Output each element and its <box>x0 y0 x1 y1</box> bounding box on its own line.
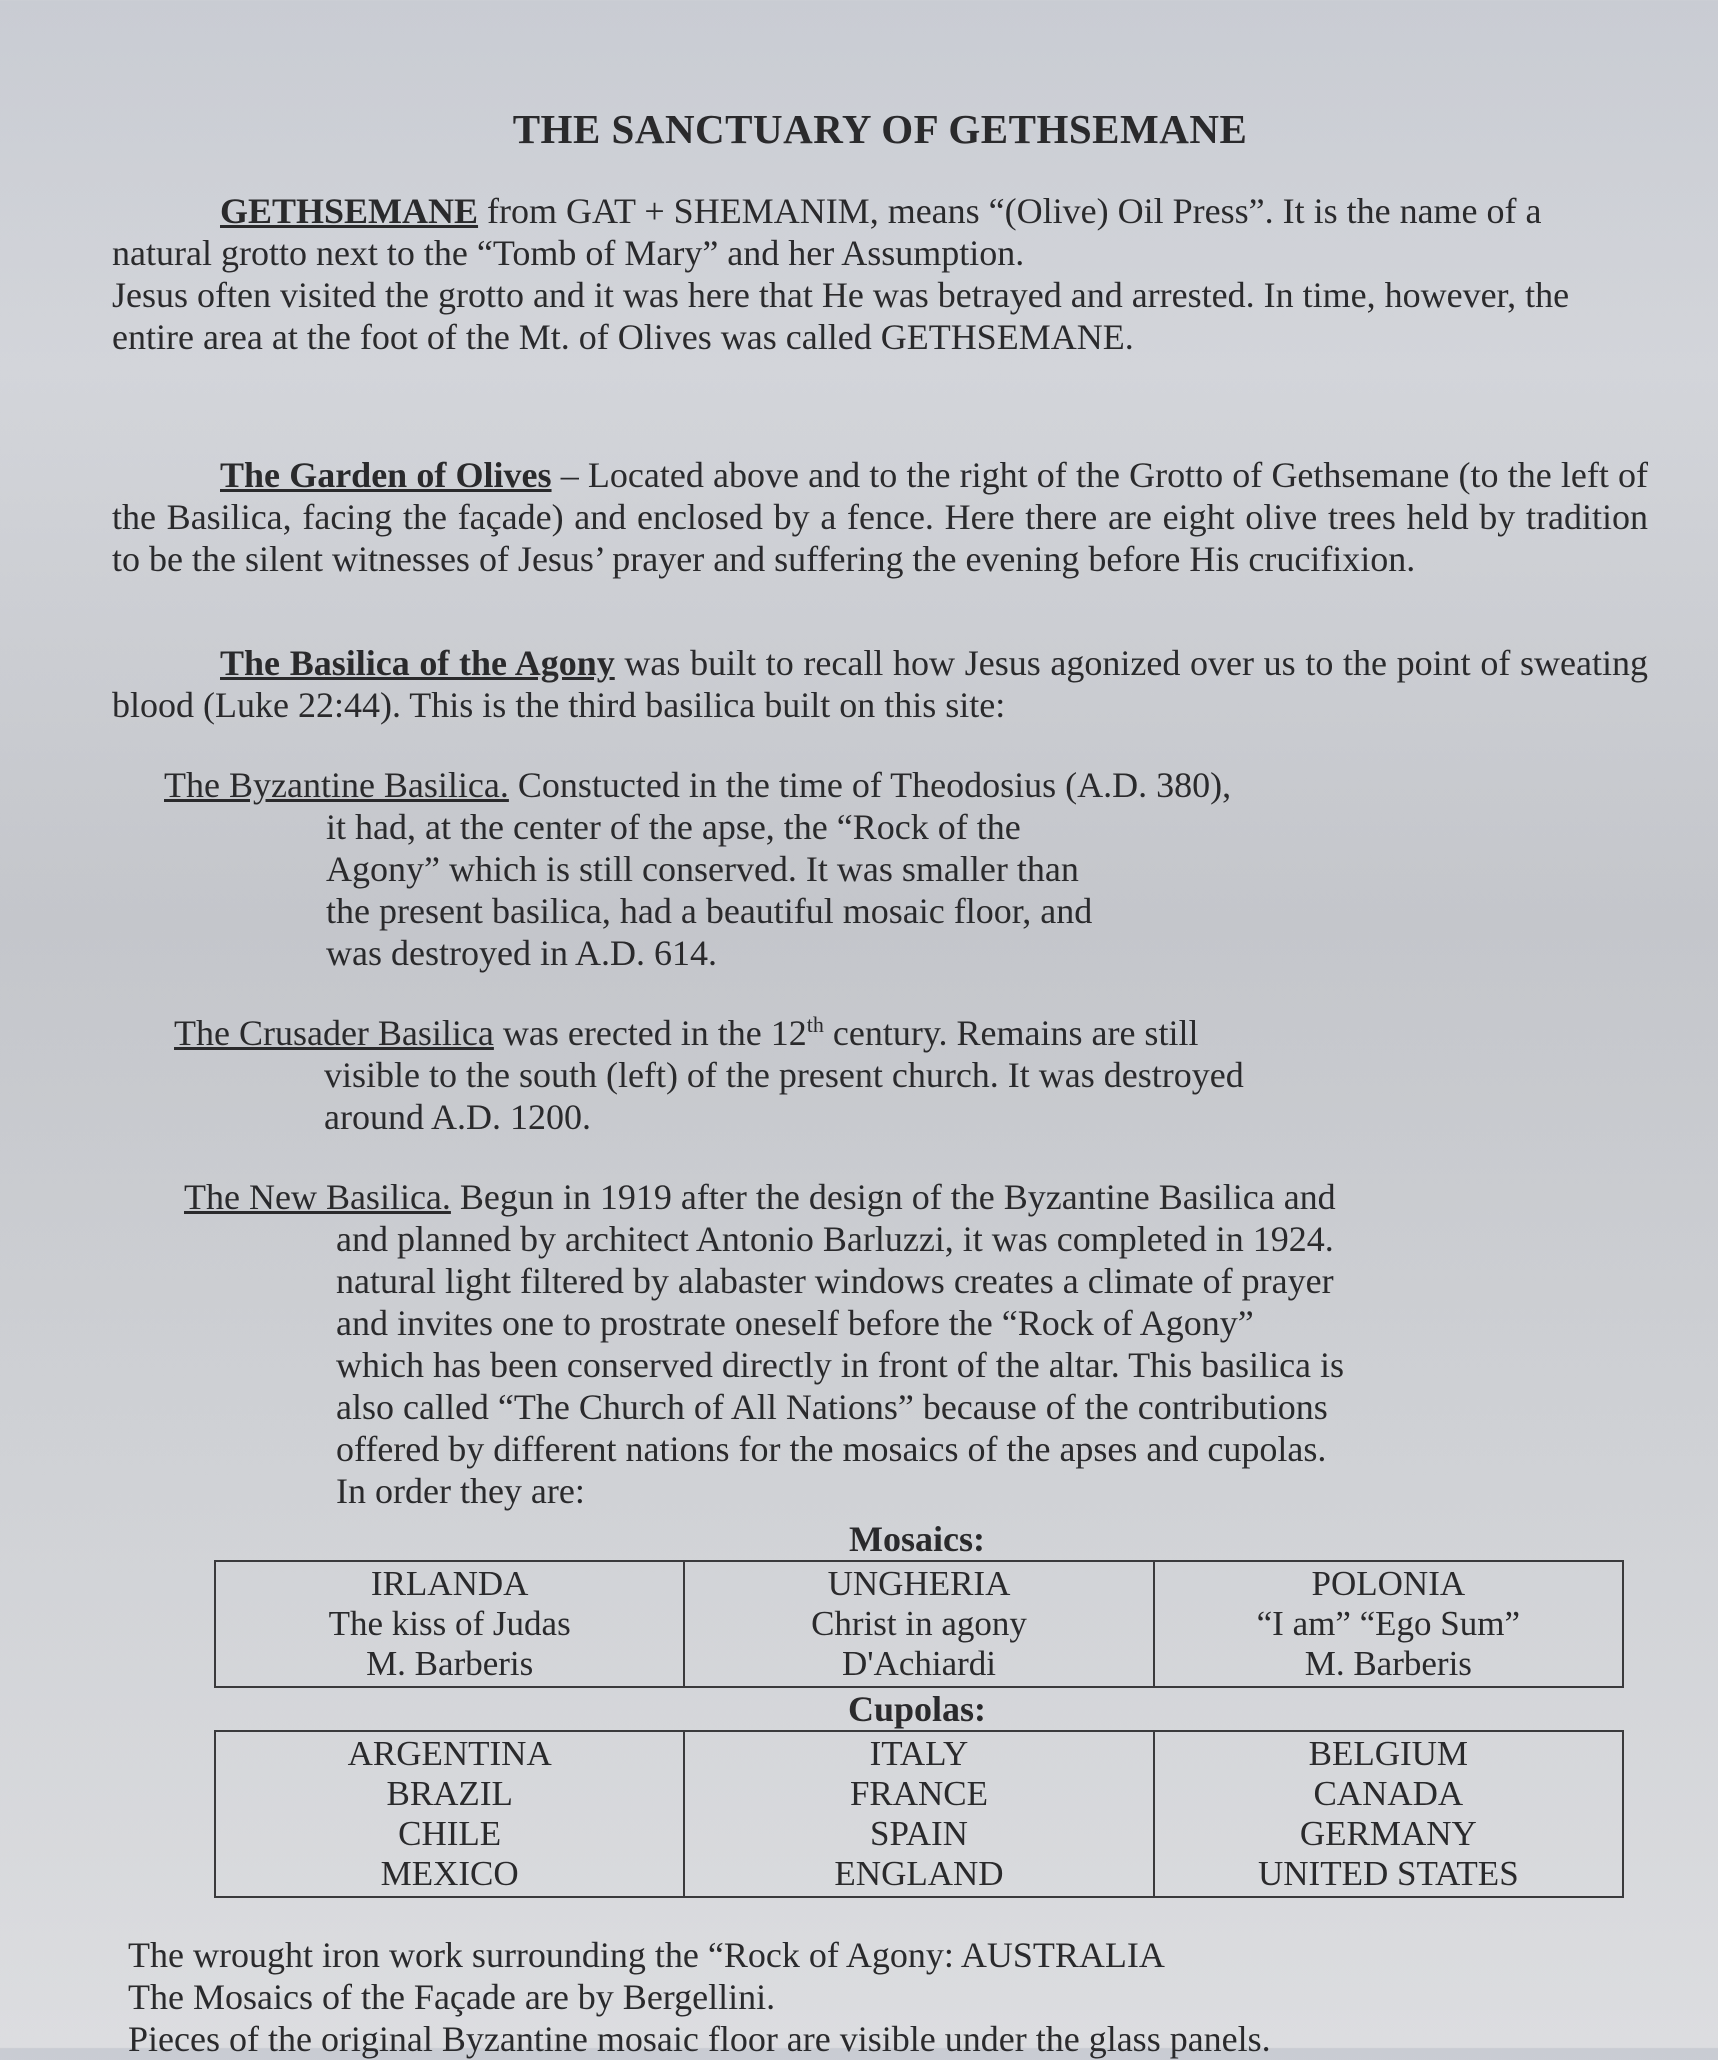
term-crusader: The Crusader Basilica <box>174 1013 494 1053</box>
cell-line: CANADA <box>1313 1774 1464 1813</box>
crusader-body: visible to the south (left) of the present church. It was destroyed around A.D. 1200. <box>324 1055 1244 1137</box>
cupolas-table <box>214 1730 1624 1898</box>
cell-line: M. Barberis <box>1304 1644 1472 1683</box>
cell-line: POLONIA <box>1311 1564 1466 1603</box>
term-garden: The Garden of Olives <box>220 455 552 495</box>
cell-line: SPAIN <box>870 1814 968 1853</box>
footer-line: Pieces of the original Byzantine mosaic floor are visible under the glass panels. <box>128 2019 1271 2059</box>
table-row <box>215 1731 1623 1897</box>
cupolas-label: Cupolas: <box>847 1689 987 1729</box>
garden-text: – Located above and to the right of the Grotto of Gethsemane (to the left of the Basilica, facing the façade) and enclosed by a fence. Here there are eight olive trees held by tradition to be the silent witnesses of Jesus’ prayer and suffering the evening before His crucifixion. <box>112 455 1649 579</box>
intro-paragraph <box>112 190 1648 358</box>
cell-line: FRANCE <box>849 1774 989 1813</box>
cupola-cell-2 <box>684 1731 1153 1897</box>
intro-line2: Jesus often visited the grotto and it was here that He was betrayed and arrested. In time, however, the entire area at the foot of the Mt. of Olives was called GETHSEMANE. <box>112 275 1570 357</box>
new-basilica-body: and planned by architect Antonio Barluzzi, it was completed in 1924. natural light filtered by alabaster windows creates a climate of prayer and invites one to prostrate oneself before the “Rock of Agony” which has been conserved directly in front of the altar. This basilica is also called “The Church of All Nations” because of the contributions offered by different nations for the mosaics of the apses and cupolas. In order they are: <box>336 1219 1345 1511</box>
cell-line: D'Achiardi <box>841 1644 996 1683</box>
cell-line: “I am” “Ego Sum” <box>1256 1604 1521 1643</box>
term-new-basilica: The New Basilica. <box>184 1177 451 1217</box>
intro-lead: from GAT + SHEMANIM, means “(Olive) Oil Press”. It is the name of a natural grotto next to the “Tomb of Mary” and her Assumption. <box>112 191 1542 273</box>
byzantine-body: it had, at the center of the apse, the “Rock of the Agony” which is still conserved. It was smaller than the present basilica, had a beautiful mosaic floor, and was destroyed in A.D. 614. <box>326 807 1093 973</box>
cell-line: ITALY <box>869 1734 969 1773</box>
term-byzantine: The Byzantine Basilica. <box>164 765 509 805</box>
footer-line: The wrought iron work surrounding the “Rock of Agony: AUSTRALIA <box>128 1935 1165 1975</box>
cell-line: GERMANY <box>1299 1814 1477 1853</box>
cell-line: BRAZIL <box>386 1774 513 1813</box>
cell-line: ARGENTINA <box>347 1734 552 1773</box>
cell-line: M. Barberis <box>366 1644 534 1683</box>
mosaic-cell-ungheria <box>684 1561 1153 1687</box>
crusader-sup: th <box>806 1012 824 1037</box>
byzantine-section <box>164 764 1364 974</box>
byzantine-first: Constucted in the time of Theodosius (A.D. 380), <box>508 765 1232 805</box>
cell-line: IRLANDA <box>370 1564 529 1603</box>
mosaics-label: Mosaics: <box>849 1519 985 1559</box>
mosaic-cell-irlanda <box>215 1561 684 1687</box>
cell-line: Christ in agony <box>811 1604 1027 1643</box>
garden-paragraph <box>112 454 1648 580</box>
footer-notes <box>128 1934 1648 2060</box>
page-title: THE SANCTUARY OF GETHSEMANE <box>512 106 1248 152</box>
crusader-first-a: was erected in the 12 <box>493 1013 807 1053</box>
table-row <box>215 1561 1623 1687</box>
new-basilica-first: Begun in 1919 after the design of the Byzantine Basilica and <box>450 1177 1336 1217</box>
cell-line: UNGHERIA <box>827 1564 1011 1603</box>
cupola-cell-1 <box>215 1731 684 1897</box>
cell-line: MEXICO <box>380 1854 519 1893</box>
new-basilica-section <box>184 1176 1384 1512</box>
term-basilica-agony: The Basilica of the Agony <box>220 643 615 683</box>
cell-line: UNITED STATES <box>1258 1854 1519 1893</box>
mosaic-cell-polonia <box>1154 1561 1623 1687</box>
cell-line: The kiss of Judas <box>328 1604 571 1643</box>
mosaics-table <box>214 1560 1624 1688</box>
basilica-paragraph <box>112 642 1648 726</box>
basilica-text: was built to recall how Jesus agonized over us to the point of sweating blood (Luke 22:44). This is the third basilica built on this site: <box>112 643 1648 725</box>
cupola-cell-3 <box>1154 1731 1623 1897</box>
crusader-first-b: century. Remains are still <box>823 1013 1199 1053</box>
cell-line: ENGLAND <box>834 1854 1004 1893</box>
footer-line: The Mosaics of the Façade are by Bergellini. <box>128 1977 776 2017</box>
cell-line: CHILE <box>398 1814 502 1853</box>
term-gethsemane: GETHSEMANE <box>220 191 479 231</box>
cell-line: BELGIUM <box>1308 1734 1469 1773</box>
crusader-section <box>174 1012 1374 1138</box>
